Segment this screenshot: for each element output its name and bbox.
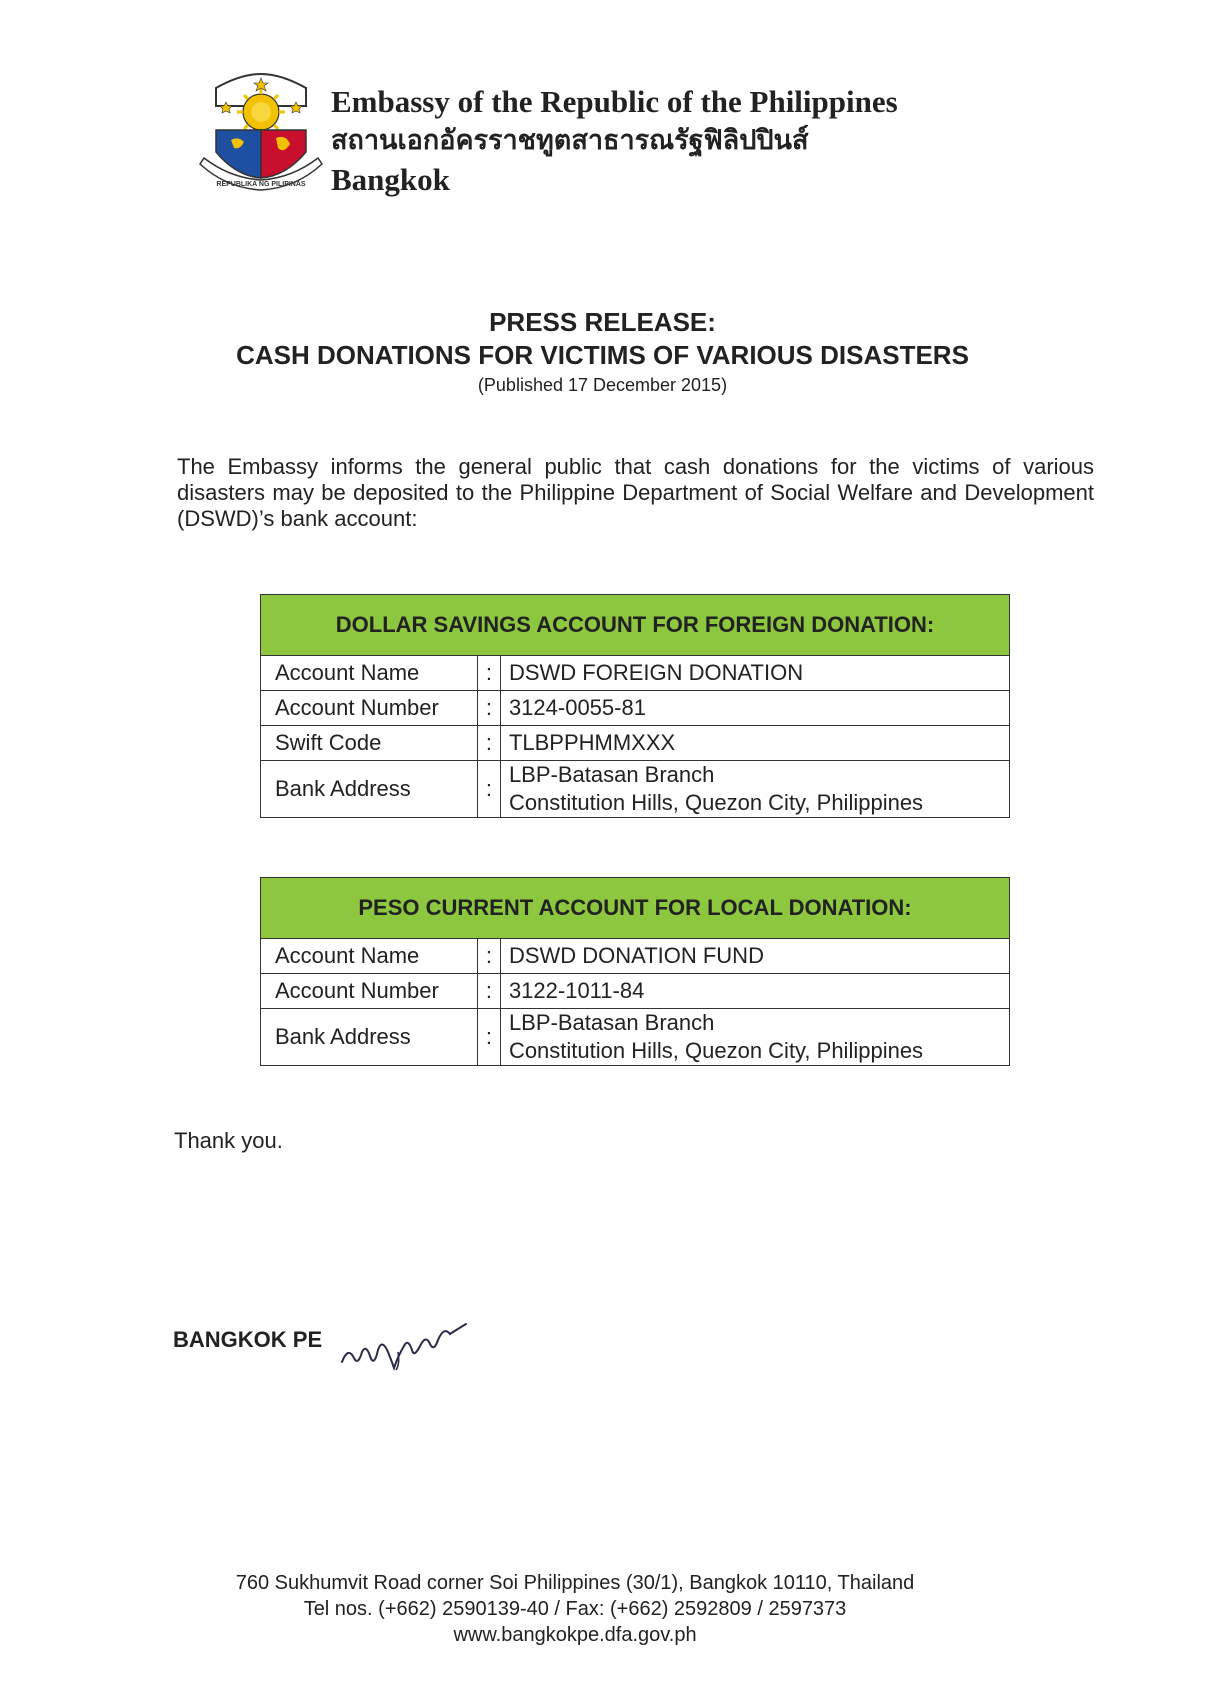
row-separator: : xyxy=(477,726,500,761)
table-row xyxy=(261,691,1010,726)
row-label: Account Number xyxy=(261,691,478,726)
table-row xyxy=(261,656,1010,691)
title-line-1: PRESS RELEASE: xyxy=(489,307,716,337)
embassy-city: Bangkok xyxy=(331,162,450,197)
row-separator: : xyxy=(477,761,500,818)
footer-address: 760 Sukhumvit Road corner Soi Philippines (30/1), Bangkok 10110, Thailand xyxy=(235,1572,915,1594)
row-value xyxy=(500,1009,1009,1066)
table-row xyxy=(261,974,1010,1009)
row-separator: : xyxy=(477,1009,500,1066)
row-separator: : xyxy=(477,691,500,726)
intro-paragraph: The Embassy informs the general public that cash donations for the victims of various disasters may be deposited to the Philippine Department of Social Welfare and Development (DSWD)’s bank account: xyxy=(177,454,1094,531)
row-label: Bank Address xyxy=(261,761,478,818)
dollar-account-table xyxy=(260,594,1010,818)
footer xyxy=(0,1570,1150,1648)
row-value: DSWD FOREIGN DONATION xyxy=(500,656,1009,691)
closing-text: Thank you. xyxy=(174,1128,283,1153)
row-label: Bank Address xyxy=(261,1009,478,1066)
svg-text:REPUBLIKA NG PILIPINAS: REPUBLIKA NG PILIPINAS xyxy=(216,181,306,188)
footer-phones: Tel nos. (+662) 2590139-40 / Fax: (+662) 2592809 / 2597373 xyxy=(303,1598,847,1620)
peso-account-heading: PESO CURRENT ACCOUNT FOR LOCAL DONATION: xyxy=(261,878,1010,939)
footer-website: www.bangkokpe.dfa.gov.ph xyxy=(453,1624,697,1646)
row-value: DSWD DONATION FUND xyxy=(500,939,1009,974)
row-label: Account Number xyxy=(261,974,478,1009)
peso-account-table xyxy=(260,877,1010,1066)
handwritten-signature xyxy=(338,1316,468,1372)
table-row xyxy=(261,939,1010,974)
row-value xyxy=(500,761,1009,818)
row-value: 3124-0055-81 xyxy=(500,691,1009,726)
published-date: (Published 17 December 2015) xyxy=(477,375,728,395)
row-value: 3122-1011-84 xyxy=(500,974,1009,1009)
bank-location: Constitution Hills, Quezon City, Philippines xyxy=(508,1038,924,1063)
embassy-name: Embassy of the Republic of the Philippines xyxy=(331,84,898,119)
bank-location: Constitution Hills, Quezon City, Philippines xyxy=(508,790,924,815)
row-label: Account Name xyxy=(261,939,478,974)
table-row xyxy=(261,726,1010,761)
embassy-name-thai: สถานเอกอัครราชทูตสาธารณรัฐฟิลิปปินส์ xyxy=(331,125,809,156)
table-row xyxy=(261,1009,1010,1066)
row-separator: : xyxy=(477,656,500,691)
row-label: Account Name xyxy=(261,656,478,691)
row-value: TLBPPHMMXXX xyxy=(500,726,1009,761)
bank-branch: LBP-Batasan Branch xyxy=(508,762,715,787)
bank-branch: LBP-Batasan Branch xyxy=(508,1010,715,1035)
dollar-account-heading: DOLLAR SAVINGS ACCOUNT FOR FOREIGN DONATION: xyxy=(261,595,1010,656)
embassy-header xyxy=(331,82,898,200)
title-line-2: CASH DONATIONS FOR VICTIMS OF VARIOUS DISASTERS xyxy=(236,340,969,370)
press-release-title xyxy=(0,306,1205,398)
embassy-seal xyxy=(196,68,326,198)
row-label: Swift Code xyxy=(261,726,478,761)
signatory: BANGKOK PE xyxy=(173,1327,323,1352)
table-row xyxy=(261,761,1010,818)
row-separator: : xyxy=(477,974,500,1009)
row-separator: : xyxy=(477,939,500,974)
